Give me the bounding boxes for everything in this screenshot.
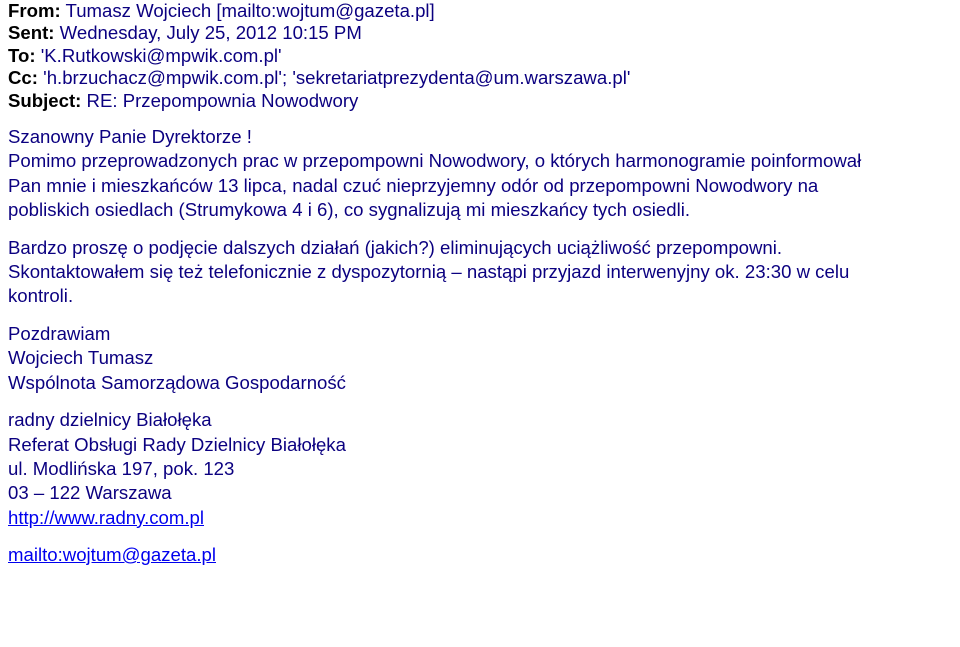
email-body	[8, 125, 958, 568]
from-label: From:	[8, 0, 61, 21]
to-value: 'K.Rutkowski@mpwik.com.pl'	[40, 44, 282, 66]
para2-line-2: Skontaktowałem się też telefonicznie z dyspozytornią – nastąpi przyjazd interwenyjny ok. 23:30 w celu	[8, 261, 850, 283]
sent-label: Sent:	[8, 22, 55, 44]
subject-value: RE: Przepompownia Nowodwory	[86, 89, 359, 111]
website-link[interactable]: http://www.radny.com.pl	[8, 506, 204, 528]
mailto-link[interactable]: mailto:wojtum@gazeta.pl	[8, 544, 216, 566]
para1-line-3: pobliskich osiedlach (Strumykowa 4 i 6), co sygnalizują mi mieszkańcy tych osiedli.	[8, 199, 691, 221]
signature-name: Wojciech Tumasz	[8, 347, 154, 369]
signature-city: 03 – 122 Warszawa	[8, 482, 172, 504]
signature-office: Referat Obsługi Rady Dzielnicy Białołęka	[8, 433, 346, 455]
signature-role: radny dzielnicy Białołęka	[8, 409, 212, 431]
cc-line	[8, 67, 958, 89]
cc-value: 'h.brzuchacz@mpwik.com.pl'; 'sekretariatprezydenta@um.warszawa.pl'	[43, 67, 631, 89]
signature-organization: Wspólnota Samorządowa Gospodarność	[8, 371, 346, 393]
cc-label: Cc:	[8, 67, 38, 89]
sent-line	[8, 22, 958, 44]
to-line	[8, 45, 958, 67]
email-document	[8, 0, 958, 568]
para1-line-2: Pan mnie i mieszkańców 13 lipca, nadal czuć nieprzyjemny odór od przepompowni Nowodwory na	[8, 174, 819, 196]
from-line	[8, 0, 958, 22]
greeting: Szanowny Panie Dyrektorze !	[8, 126, 252, 148]
subject-label: Subject:	[8, 89, 82, 111]
subject-line	[8, 90, 958, 112]
para1-line-1: Pomimo przeprowadzonych prac w przepompowni Nowodwory, o których harmonogramie poinformował	[8, 150, 862, 172]
from-value: Tumasz Wojciech [mailto:wojtum@gazeta.pl]	[65, 0, 435, 21]
sent-value: Wednesday, July 25, 2012 10:15 PM	[59, 22, 362, 44]
signature-street: ul. Modlińska 197, pok. 123	[8, 457, 235, 479]
to-label: To:	[8, 44, 36, 66]
closing: Pozdrawiam	[8, 322, 111, 344]
para2-line-3: kontroli.	[8, 285, 74, 307]
para2-line-1: Bardzo proszę o podjęcie dalszych działań (jakich?) eliminujących uciążliwość przepompowni.	[8, 236, 783, 258]
